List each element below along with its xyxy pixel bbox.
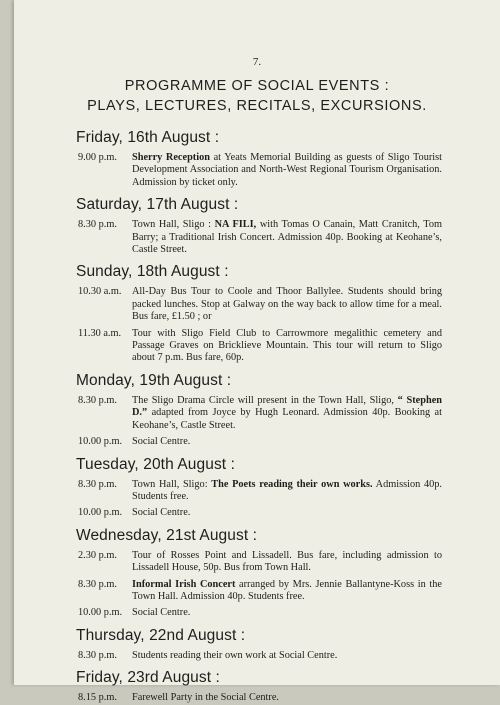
day-section	[76, 626, 442, 662]
day-section	[76, 455, 442, 520]
document-page	[14, 0, 500, 704]
day-section	[76, 668, 442, 704]
day-heading: Sunday, 18th August :	[76, 263, 229, 281]
event-time: 8.30 p.m.	[78, 219, 117, 231]
day-heading: Friday, 23rd August :	[76, 669, 220, 687]
event-time: 8.15 p.m.	[78, 692, 117, 704]
event-description	[132, 692, 442, 704]
event-time: 8.30 p.m.	[78, 578, 117, 590]
event-description	[132, 436, 442, 448]
event-time: 8.30 p.m.	[78, 649, 117, 661]
event-row	[76, 395, 442, 432]
day-heading: Saturday, 17th August :	[76, 196, 239, 214]
programme-list	[76, 128, 442, 705]
event-description	[132, 395, 442, 432]
day-heading: Monday, 19th August :	[76, 371, 232, 389]
event-time: 10.00 p.m.	[78, 436, 123, 448]
event-time: 8.30 p.m.	[78, 394, 117, 406]
event-time: 10.30 a.m.	[78, 286, 122, 298]
event-row	[76, 219, 442, 256]
event-description	[132, 507, 442, 519]
event-row	[76, 650, 442, 662]
event-text-prefix: The Sligo Drama Circle will present in the Town Hall, Sligo,	[132, 394, 398, 406]
event-highlight: The Poets reading their own works.	[211, 478, 373, 490]
event-text-prefix: Town Hall, Sligo:	[132, 478, 212, 490]
event-row	[76, 692, 442, 704]
event-row	[76, 436, 442, 448]
event-time: 11.30 a.m.	[78, 327, 122, 339]
page-title: PROGRAMME OF SOCIAL EVENTS :	[124, 78, 390, 94]
event-text: adapted from Joyce by Hugh Leonard. Admission 40p. Booking at Keohane’s, Castle Street.	[132, 407, 442, 431]
event-time: 8.30 p.m.	[78, 478, 117, 490]
event-text: Social Centre.	[132, 507, 191, 519]
event-row	[76, 286, 442, 323]
event-highlight: NA FILI,	[214, 219, 257, 231]
day-heading: Thursday, 22nd August :	[76, 626, 246, 644]
event-text: Farewell Party in the Social Centre.	[132, 692, 279, 704]
event-description	[132, 550, 442, 575]
event-description	[132, 152, 442, 189]
event-time: 10.00 p.m.	[78, 507, 123, 519]
page-subtitle: PLAYS, LECTURES, RECITALS, EXCURSIONS.	[87, 98, 427, 114]
event-text: Social Centre.	[132, 436, 191, 448]
event-text: with Tomas O Canain, Matt Cranitch, Tom Barry; a Traditional Irish Concert. Admission 40p. Booking at Keohane’s, Castle Street.	[132, 219, 442, 256]
event-row	[76, 550, 442, 575]
day-section	[76, 262, 442, 364]
day-section	[76, 526, 442, 620]
day-section	[76, 195, 442, 256]
event-text: All-Day Bus Tour to Coole and Thoor Ballylee. Students should bring packed lunches. Stop at Galway on the way back to allow time for a meal. Bus fare, £1.50 ; or	[132, 286, 442, 323]
event-row	[76, 579, 442, 604]
event-description	[132, 328, 442, 365]
event-text: Social Centre.	[132, 607, 191, 619]
event-row	[76, 479, 442, 504]
event-time: 10.00 p.m.	[78, 607, 123, 619]
event-text-prefix: Town Hall, Sligo :	[132, 219, 215, 231]
event-row	[76, 507, 442, 519]
day-section	[76, 371, 442, 449]
event-text: Tour of Rosses Point and Lissadell. Bus fare, including admission to Lissadell House, 50p. Bus from Town Hall.	[132, 549, 442, 574]
day-heading: Friday, 16th August :	[76, 129, 220, 146]
event-row	[76, 328, 442, 365]
event-description	[132, 650, 442, 662]
event-row	[76, 607, 442, 619]
event-highlight: Sherry Reception	[132, 152, 210, 163]
day-heading: Wednesday, 21st August :	[76, 526, 258, 544]
day-section	[76, 128, 442, 189]
event-time: 9.00 p.m.	[78, 152, 117, 163]
event-text: Tour with Sligo Field Club to Carrowmore megalithic cemetery and Passage Graves on Bricklieve Mountain. This tour will return to Sligo about 7 p.m. Bus fare, 60p.	[132, 327, 442, 364]
event-text: at Yeats Memorial Building as guests of Sligo Tourist Development Association and North-West Regional Tourism Organisation. Admission by ticket only.	[132, 152, 442, 188]
event-text: Students reading their own work at Social Centre.	[132, 649, 338, 661]
event-description	[132, 219, 442, 256]
event-description	[132, 607, 442, 619]
event-description	[132, 479, 442, 504]
event-highlight: “ Stephen D.”	[132, 394, 442, 419]
event-description	[132, 286, 442, 323]
event-highlight: Informal Irish Concert	[132, 578, 236, 590]
page-number: 7.	[252, 56, 262, 68]
event-text: Admission 40p. Students free.	[132, 478, 442, 502]
event-description	[132, 579, 442, 604]
event-row	[76, 152, 442, 189]
event-text: arranged by Mrs. Jennie Ballantyne-Koss in the Town Hall. Admission 40p. Students free.	[132, 578, 442, 602]
event-time: 2.30 p.m.	[78, 549, 117, 561]
day-heading: Tuesday, 20th August :	[76, 455, 236, 473]
